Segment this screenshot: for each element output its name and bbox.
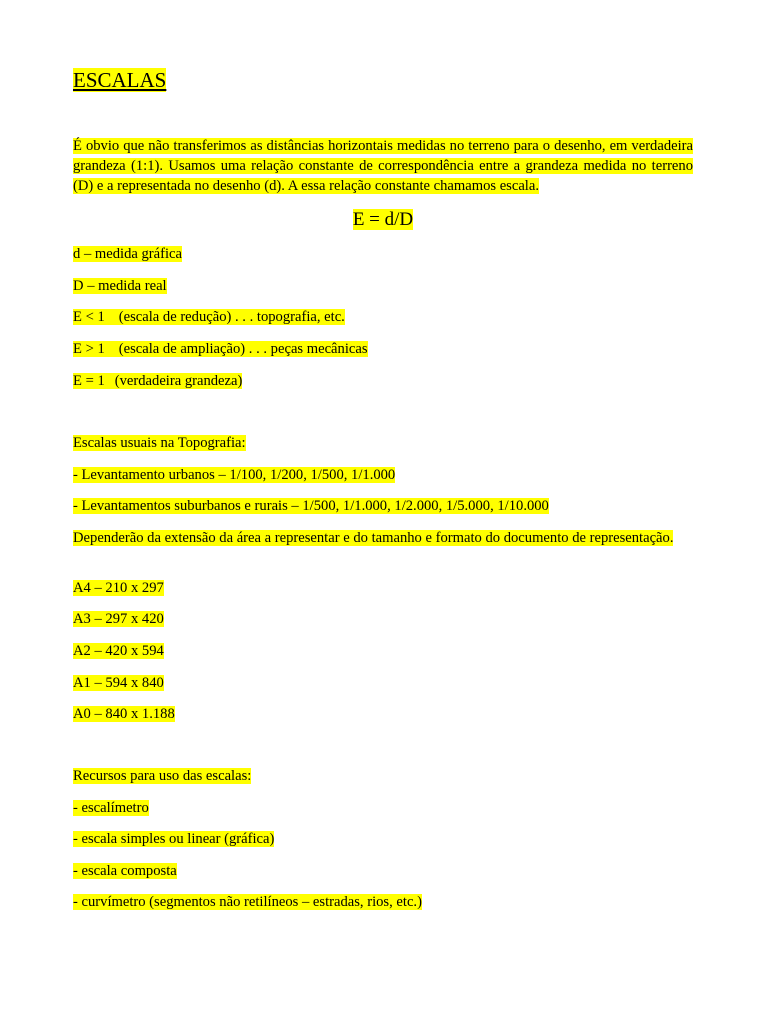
resource-item [73,861,177,881]
case-reduction-desc: (escala de redução) . . . topografia, etc. [118,309,345,325]
format-a3-text: A3 – 297 x 420 [73,611,164,627]
resource-item [73,892,422,912]
format-a4 [73,578,164,598]
format-a1-text: A1 – 594 x 840 [73,675,164,691]
usual-scales-heading [73,433,246,453]
resource-item-text: - escala simples ou linear (gráfica) [73,831,275,847]
usual-item-urban [73,465,395,485]
definition-d-text: d – medida gráfica [73,246,182,262]
case-true-size-cond: E = 1 [73,373,105,389]
usual-scales-heading-text: Escalas usuais na Topografia: [73,435,246,451]
scale-formula [73,208,693,232]
resources-heading [73,766,251,786]
resource-item [73,798,149,818]
format-a4-text: A4 – 210 x 297 [73,580,164,596]
usual-item-urban-text: - Levantamento urbanos – 1/100, 1/200, 1/500, 1/1.000 [73,467,396,483]
case-true-size-desc: (verdadeira grandeza) [114,373,243,389]
depend-paragraph [73,528,693,548]
case-enlargement [73,339,368,359]
intro-text: É obvio que não transferimos as distâncias horizontais medidas no terreno para o desenho, em verdadeira grandeza (1:1). Usamos uma relação constante de correspondência entre a grandeza medida no terreno (D) e a representada no desenho (d). A essa relação constante chamamos escala. [73,138,693,194]
title-text: ESCALAS [73,68,167,92]
case-reduction-cond: E < 1 [73,309,105,325]
intro-paragraph [73,136,693,196]
format-a2 [73,641,164,661]
formula-text: E = d/D [352,209,414,230]
definition-D-text: D – medida real [73,278,167,294]
depend-text: Dependerão da extensão da área a representar e do tamanho e formato do documento de representação. [73,530,674,546]
format-a3 [73,609,164,629]
case-enlargement-desc: (escala de ampliação) . . . peças mecânicas [118,341,368,357]
usual-item-rural [73,496,549,516]
resource-item-text: - curvímetro (segmentos não retilíneos – estradas, rios, etc.) [73,894,422,910]
document-title [73,68,166,92]
resources-heading-text: Recursos para uso das escalas: [73,768,252,784]
resource-item-text: - escalímetro [73,800,149,816]
format-a0-text: A0 – 840 x 1.188 [73,706,175,722]
definition-d [73,244,182,264]
format-a1 [73,673,164,693]
format-a2-text: A2 – 420 x 594 [73,643,164,659]
usual-item-rural-text: - Levantamentos suburbanos e rurais – 1/500, 1/1.000, 1/2.000, 1/5.000, 1/10.000 [73,498,549,514]
resource-item [73,829,274,849]
case-enlargement-cond: E > 1 [73,341,105,357]
case-true-size [73,371,242,391]
definition-D [73,276,167,296]
case-reduction [73,307,345,327]
format-a0 [73,704,175,724]
resource-item-text: - escala composta [73,863,177,879]
